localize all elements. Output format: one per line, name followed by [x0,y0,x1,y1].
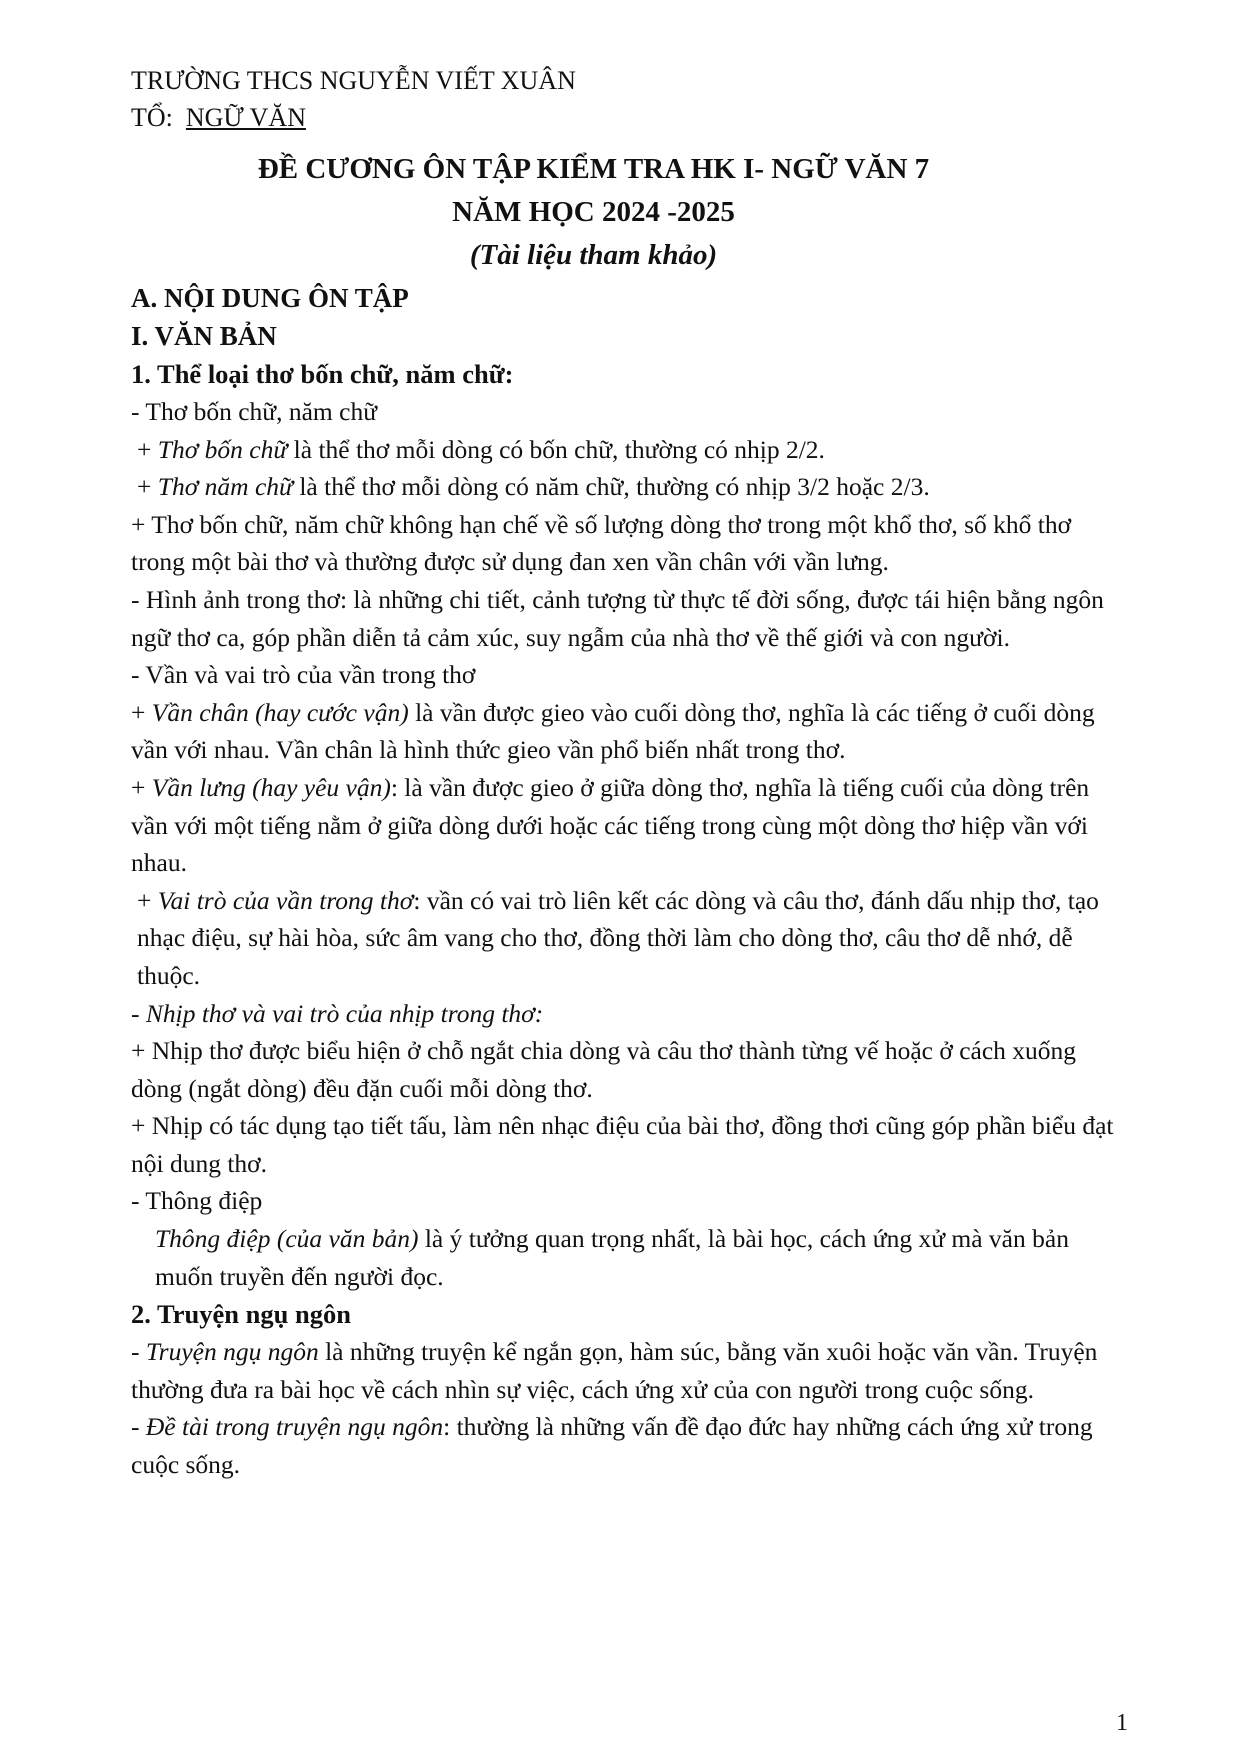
paragraph-text: là thể thơ mỗi dòng có năm chữ, thường có nhịp 3/2 hoặc 2/3. [292,472,930,502]
italic-term: Thơ năm chữ [157,472,293,502]
paragraph-text: là vần được gieo vào cuối dòng thơ, nghĩa là các tiếng ở cuối dòng vần với nhau. Vần chân là hình thức gieo vần phổ biến nhất trong thơ. [131,697,1095,765]
paragraph-text: : thường là những vấn đề đạo đức hay những cách ứng xử trong cuộc sống. [131,1412,1093,1480]
document-body [131,279,1131,1484]
paragraph: + Vần lưng (hay yêu vận): là vần được gieo ở giữa dòng thơ, nghĩa là tiếng cuối của dòng trên vần với một tiếng nằm ở giữa dòng dưới hoặc các tiếng trong cùng một dòng thơ hiệp vần với nhau. [131,772,1090,878]
paragraph: - Truyện ngụ ngôn là những truyện kể ngắn gọn, hàm súc, bằng văn xuôi hoặc văn vần. Truyện thường đưa ra bài học về cách nhìn sự việc, cách ứng xử của con người trong cuộc sống. [131,1337,1098,1404]
subheading-1: 1. Thể loại thơ bốn chữ, năm chữ: [131,359,514,389]
paragraph: + Thơ năm chữ là thể thơ mỗi dòng có năm chữ, thường có nhịp 3/2 hoặc 2/3. [137,472,930,502]
document-header [131,62,1131,136]
italic-term: Vần chân (hay cước vận) [151,697,409,727]
italic-term: Truyện ngụ ngôn [145,1337,319,1367]
italic-term: Thơ bốn chữ [157,434,288,464]
department-label: TỔ: [131,103,173,132]
italic-term: Đề tài trong truyện ngụ ngôn [145,1412,444,1442]
document-page [131,62,1131,1484]
paragraph: - Nhịp thơ và vai trò của nhịp trong thơ: [131,998,544,1028]
paragraph [131,1220,1131,1295]
document-title [131,148,1056,277]
section-i-heading: I. VĂN BẢN [131,321,277,351]
paragraph-text: là những truyện kể ngắn gọn, hàm súc, bằng văn xuôi hoặc văn vần. Truyện thường đưa ra bài học về cách nhìn sự việc, cách ứng xử của con người trong cuộc sống. [131,1337,1098,1404]
italic-term: Vai trò của vần trong thơ [157,885,414,915]
paragraph: - Hình ảnh trong thơ: là những chi tiết, cảnh tượng từ thực tế đời sống, được tái hiện bằng ngôn ngữ thơ ca, góp phần diễn tả cảm xúc, suy ngẫm của nhà thơ về thế giới và con người. [131,584,1104,652]
department-line [131,99,1131,136]
paragraph: + Vai trò của vần trong thơ: vần có vai trò liên kết các dòng và câu thơ, đánh dấu nhịp thơ, tạo nhạc điệu, sự hài hòa, sức âm vang cho thơ, đồng thời làm cho dòng thơ, câu thơ dễ nhớ, dễ thuộc. [137,885,1099,990]
title-line-1: ĐỀ CƯƠNG ÔN TẬP KIỂM TRA HK I- NGỮ VĂN 7 [257,153,930,185]
title-line-2: NĂM HỌC 2024 -2025 [452,196,735,228]
paragraph: - Thông điệp [131,1186,263,1216]
paragraph: - Đề tài trong truyện ngụ ngôn: thường là những vấn đề đạo đức hay những cách ứng xử trong cuộc sống. [131,1412,1093,1480]
paragraph: + Vần chân (hay cước vận) là vần được gieo vào cuối dòng thơ, nghĩa là các tiếng ở cuối dòng vần với nhau. Vần chân là hình thức gieo vần phổ biến nhất trong thơ. [131,697,1095,765]
italic-term: Vần lưng (hay yêu vận) [151,772,391,802]
subheading-2: 2. Truyện ngụ ngôn [131,1299,351,1330]
section-a-heading: A. NỘI DUNG ÔN TẬP [131,283,409,313]
italic-term: Thông điệp (của văn bản) [155,1224,419,1254]
department-name: NGỮ VĂN [185,103,306,132]
paragraph: - Vần và vai trò của vần trong thơ [131,660,476,690]
paragraph-text: : là vần được gieo ở giữa dòng thơ, nghĩa là tiếng cuối của dòng trên vần với một tiếng nằm ở giữa dòng dưới hoặc các tiếng trong cùng một dòng thơ hiệp vần với nhau. [131,772,1090,878]
page-number: 1 [1116,1710,1128,1736]
school-name: TRƯỜNG THCS NGUYỄN VIẾT XUÂN [131,66,576,95]
paragraph-text: : vần có vai trò liên kết các dòng và câu thơ, đánh dấu nhịp thơ, tạo nhạc điệu, sự hài hòa, sức âm vang cho thơ, đồng thời làm cho dòng thơ, câu thơ dễ nhớ, dễ thuộc. [137,885,1099,990]
paragraph-text: là ý tưởng quan trọng nhất, là bài học, cách ứng xử mà văn bản muốn truyền đến người đọc. [155,1224,1069,1291]
paragraph-text: là thể thơ mỗi dòng có bốn chữ, thường có nhịp 2/2. [287,434,825,464]
paragraph: - Thơ bốn chữ, năm chữ [131,397,378,426]
title-line-3: (Tài liệu tham khảo) [469,239,718,271]
paragraph: + Nhịp có tác dụng tạo tiết tấu, làm nên nhạc điệu của bài thơ, đồng thơi cũng góp phần biểu đạt nội dung thơ. [131,1111,1114,1178]
paragraph: + Nhịp thơ được biểu hiện ở chỗ ngắt chia dòng và câu thơ thành từng vế hoặc ở cách xuống dòng (ngắt dòng) đều đặn cuối mỗi dòng thơ. [131,1036,1077,1103]
paragraph: + Thơ bốn chữ là thể thơ mỗi dòng có bốn chữ, thường có nhịp 2/2. [137,434,825,464]
paragraph: + Thơ bốn chữ, năm chữ không hạn chế về số lượng dòng thơ trong một khổ thơ, số khổ thơ trong một bài thơ và thường được sử dụng đan xen vần chân với vần lưng. [131,509,1072,577]
